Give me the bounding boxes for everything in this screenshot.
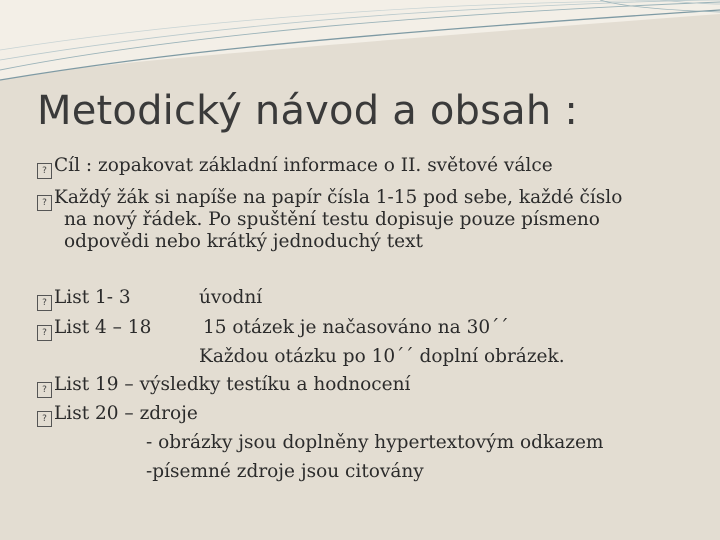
bullet-box-icon: ? [37,195,52,211]
bullet-box-icon: ? [37,382,52,398]
sources-images: - obrázky jsou doplněny hypertextovým odkazem [146,432,604,453]
bullet-instructions-cont-1: na nový řádek. Po spuštění testu dopisuje pouze písmeno [64,209,600,230]
sources-written: -písemné zdroje jsou citovány [146,461,424,482]
list-1-3-desc: úvodní [199,287,263,308]
list-20-text: List 20 – zdroje [54,403,198,424]
bullet-box-icon: ? [37,295,52,311]
bullet-box-icon: ? [37,411,52,427]
bullet-list-4-18 [37,317,151,341]
bullet-instructions-cont-2: odpovědi nebo krátký jednoduchý text [64,231,423,252]
list-1-3-label: List 1- 3 [54,287,131,308]
list-4-18-desc: 15 otázek je načasováno na 30´´ [203,317,509,338]
bullet-list-19 [37,374,410,398]
list-4-18-desc-cont: Každou otázku po 10´´ doplní obrázek. [199,346,565,367]
bullet-goal-text: Cíl : zopakovat základní informace o II. světové válce [54,155,553,176]
bullet-list-1-3 [37,287,131,311]
slide-title: Metodický návod a obsah : [37,88,578,134]
bullet-list-20 [37,403,198,427]
list-19-text: List 19 – výsledky testíku a hodnocení [54,374,411,395]
bullet-box-icon: ? [37,163,52,179]
bullet-instructions-text: Každý žák si napíše na papír čísla 1-15 pod sebe, každé číslo [54,187,623,208]
bullet-goal [37,155,553,179]
bullet-instructions [37,187,622,211]
bullet-box-icon: ? [37,325,52,341]
list-4-18-label: List 4 – 18 [54,317,152,338]
